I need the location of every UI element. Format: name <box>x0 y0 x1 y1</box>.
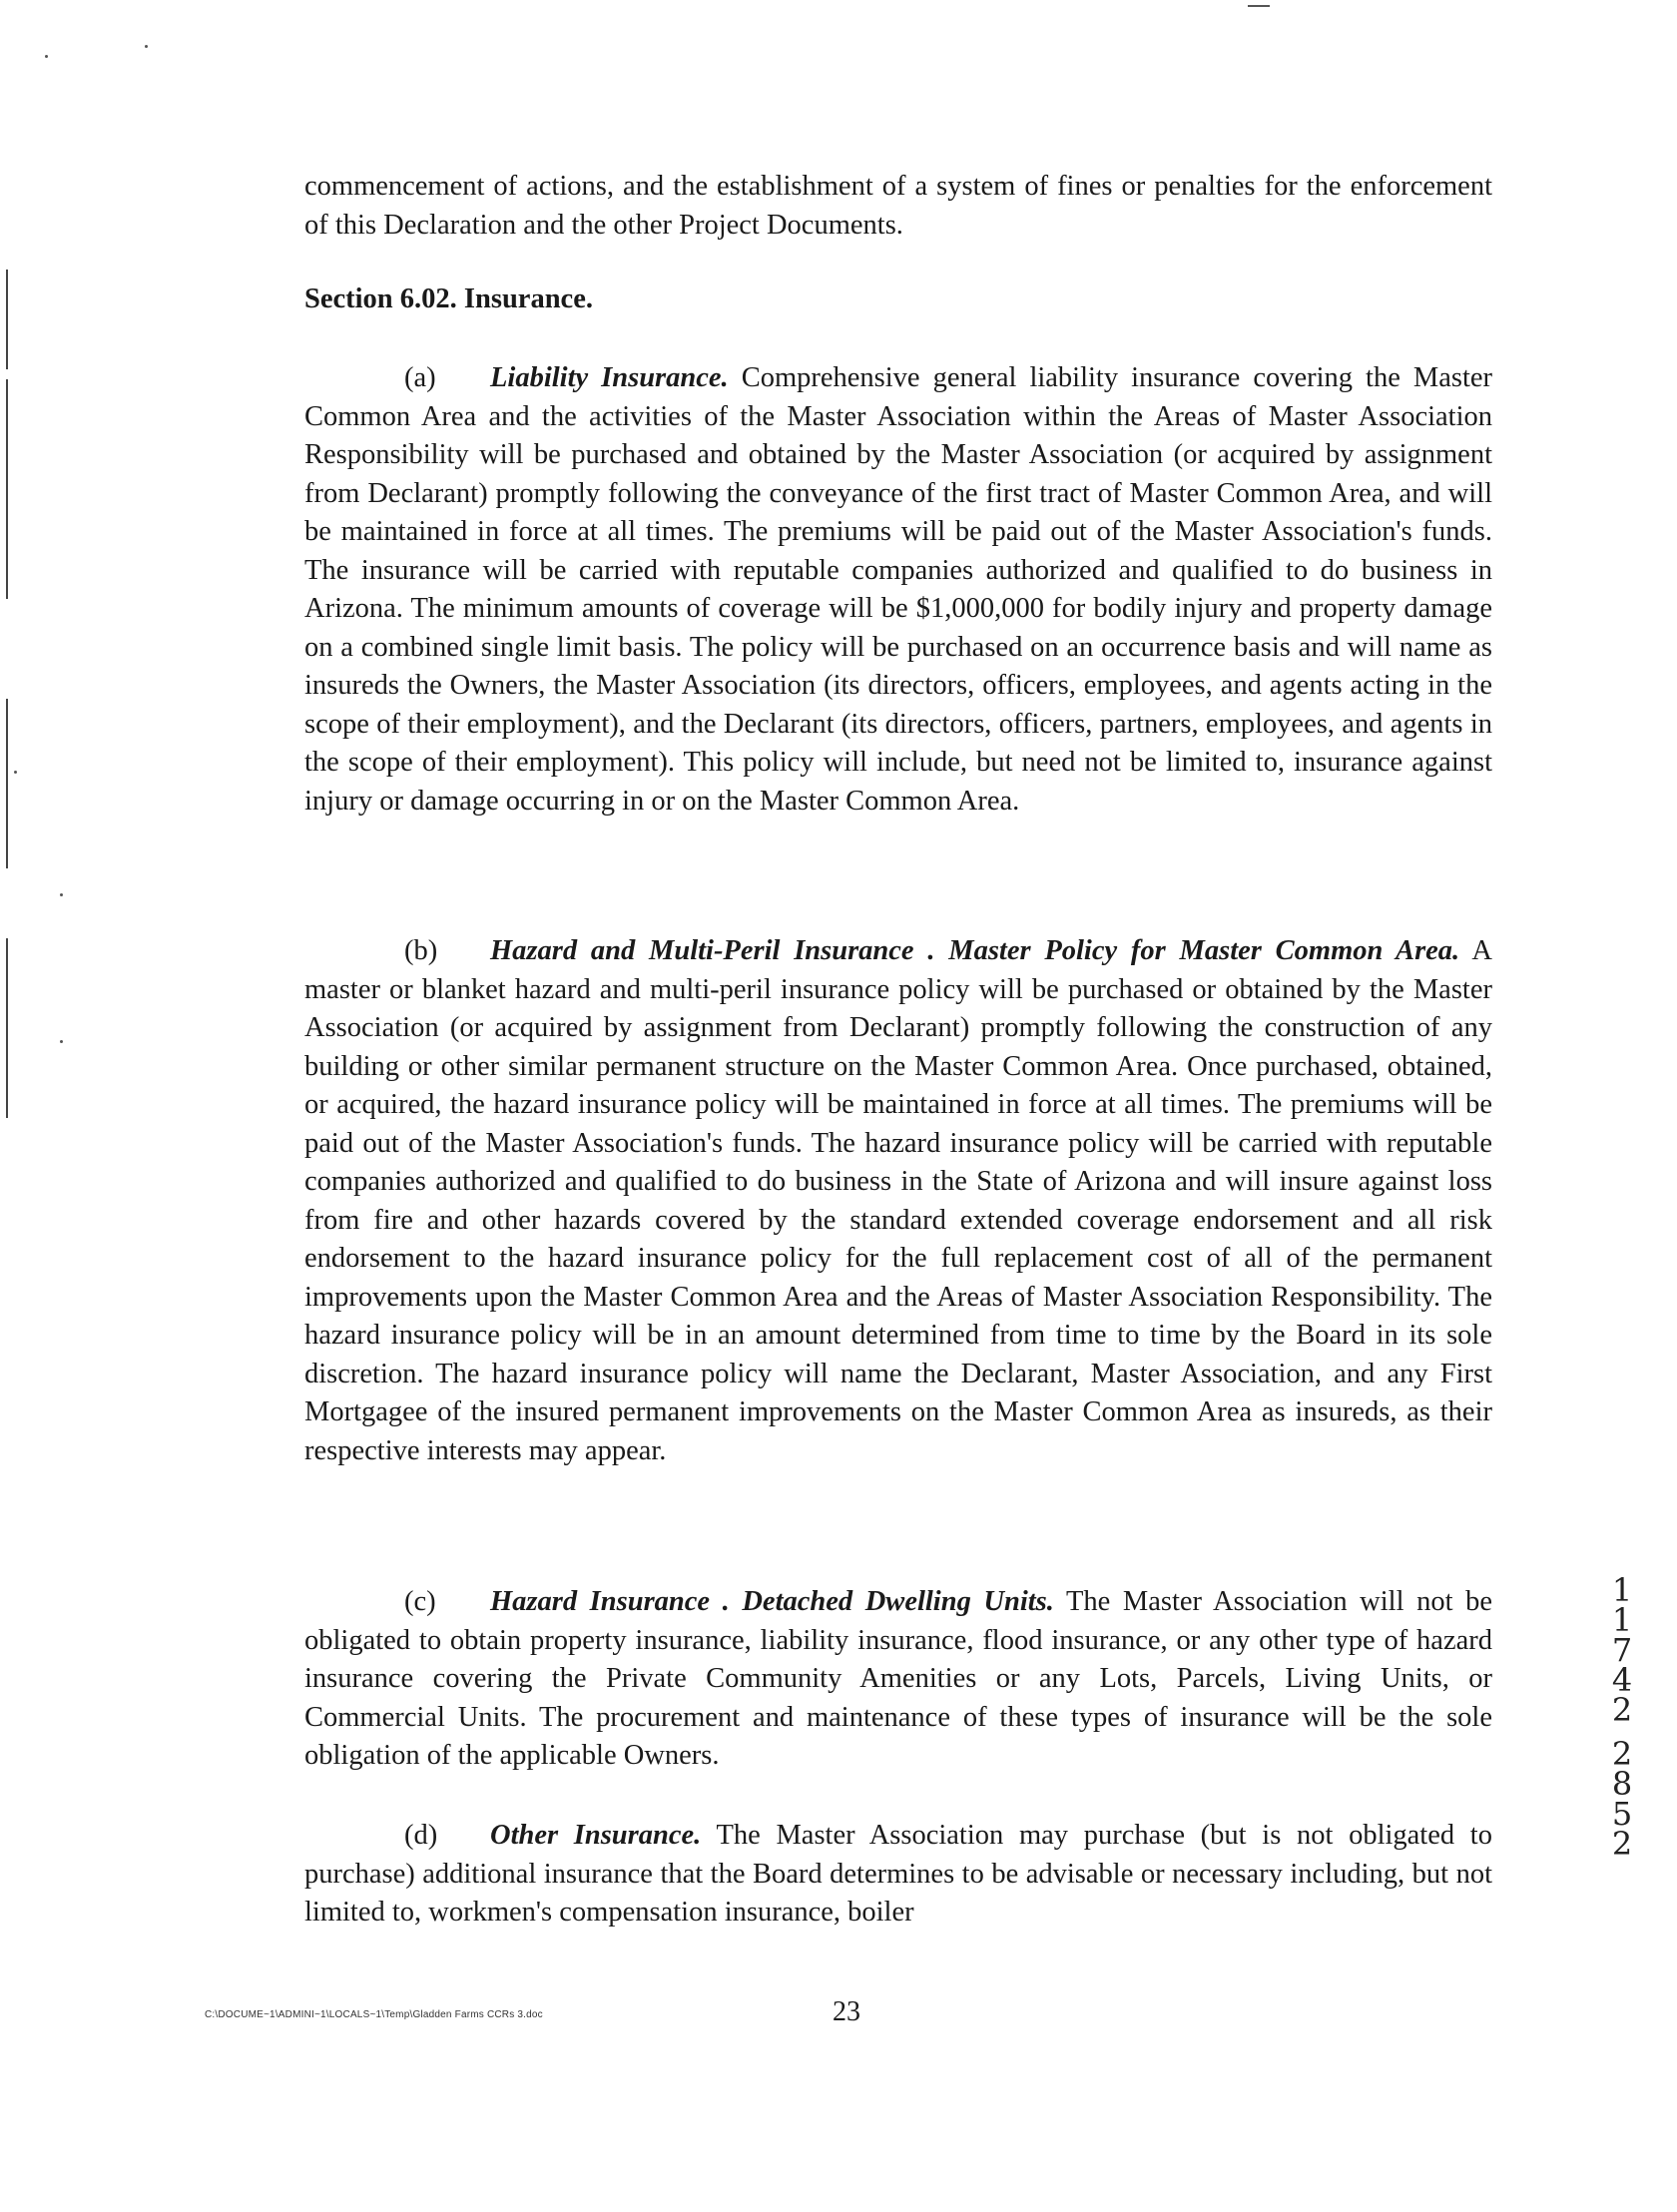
paragraph-label: (a) <box>404 362 436 393</box>
paragraph-label: (c) <box>404 1586 436 1617</box>
scan-speck <box>45 55 48 58</box>
paragraph-title: Other Insurance. <box>490 1820 702 1851</box>
paragraph-a <box>304 359 1492 821</box>
paragraph-label: (d) <box>404 1820 438 1851</box>
scan-margin-line <box>6 938 8 1118</box>
stamp-digit: 2 <box>1611 1691 1633 1729</box>
paragraph-body: The Master Association may purchase (but is not obligated to purchase) additional insurance that the Board determines to be advisable or necessary including, but not limited to, workmen's compensation insurance, boiler <box>304 1820 1492 1928</box>
stamp-digit: 5 <box>1611 1795 1633 1833</box>
section-heading: Section 6.02. Insurance. <box>304 283 593 314</box>
paragraph-body: A master or blanket hazard and multi-peril insurance policy will be purchased or obtained by the Master Association (or acquired by assignment from Declarant) promptly following the construction of any building or other similar permanent structure on the Master Common Area. Once purchased, obtained, or acquired, the hazard insurance policy will be maintained in force at all times. The premiums will be paid out of the Master Association's funds. The hazard insurance policy will be carried with reputable companies authorized and qualified to do business in the State of Arizona and will insure against loss from fire and other hazards covered by the standard extended coverage endorsement and all risk endorsement to the hazard insurance policy for the full replacement cost of all of the permanent improvements upon the Master Common Area and the Areas of Master Association Responsibility. The hazard insurance policy will be in an amount determined from time to time by the Board in its sole discretion. The hazard insurance policy will name the Declarant, Master Association, and any First Mortgagee of the insured permanent improvements on the Master Common Area as insureds, as their respective interests may appear. <box>304 935 1492 1466</box>
paragraph-body: Comprehensive general liability insurance covering the Master Common Area and the activities of the Master Association within the Areas of Master Association Responsibility will be purchased and obtained by the Master Association (or acquired by assignment from Declarant) promptly following the conveyance of the first tract of Master Common Area, and will be maintained in force at all times. The premiums will be paid out of the Master Association's funds. The insurance will be carried with reputable companies authorized and qualified to do business in Arizona. The minimum amounts of coverage will be $1,000,000 for bodily injury and property damage on a combined single limit basis. The policy will be purchased on an occurrence basis and will name as insureds the Owners, the Master Association (its directors, officers, employees, and agents acting in the scope of their employment), and the Declarant (its directors, officers, partners, employees, and agents in the scope of their employment). This policy will include, but need not be limited to, insurance against injury or damage occurring in or on the Master Common Area. <box>304 362 1493 817</box>
paragraph-title: Hazard Insurance . Detached Dwelling Units. <box>490 1586 1054 1617</box>
stamp-digit: 8 <box>1611 1765 1633 1803</box>
paragraph-b <box>304 932 1492 1470</box>
intro-text: commencement of actions, and the establishment of a system of fines or penalties for the enforcement of this Declaration and the other Project Documents. <box>304 171 1492 241</box>
stamp-digit: 4 <box>1611 1661 1633 1699</box>
scan-speck <box>60 893 63 896</box>
scan-margin-line <box>6 699 8 868</box>
page-number: 23 <box>833 1996 860 2027</box>
footer-file-path: C:\DOCUME~1\ADMINI~1\LOCALS~1\Temp\Gladden Farms CCRs 3.doc <box>205 2009 543 2020</box>
stamp-digit: 2 <box>1611 1825 1633 1863</box>
paragraph-d <box>304 1817 1492 1933</box>
paragraph-title: Hazard and Multi-Peril Insurance . Master Policy for Master Common Area. <box>490 935 1460 966</box>
paragraph-title: Liability Insurance. <box>490 362 729 393</box>
scan-speck <box>14 771 17 774</box>
stamp-digit: 1 <box>1611 1601 1633 1639</box>
stamp-digit: 2 <box>1611 1735 1633 1773</box>
paragraph-body: The Master Association will not be obligated to obtain property insurance, liability insurance, flood insurance, or any other type of hazard insurance covering the Private Community Amenities or any Lots, Parcels, Living Units, or Commercial Units. The procurement and maintenance of these types of insurance will be the sole obligation of the applicable Owners. <box>304 1586 1492 1771</box>
scan-margin-line <box>6 379 8 599</box>
recording-number-stamp <box>1602 1571 1642 1863</box>
paragraph-label: (b) <box>404 935 438 966</box>
scan-margin-line <box>6 270 8 369</box>
scan-speck <box>60 1040 63 1043</box>
paragraph-c <box>304 1583 1492 1776</box>
intro-paragraph <box>304 168 1492 245</box>
scan-speck <box>145 45 148 48</box>
stamp-digit: 1 <box>1611 1571 1633 1609</box>
stamp-digit: 7 <box>1611 1631 1633 1669</box>
scan-speck <box>1248 5 1270 7</box>
